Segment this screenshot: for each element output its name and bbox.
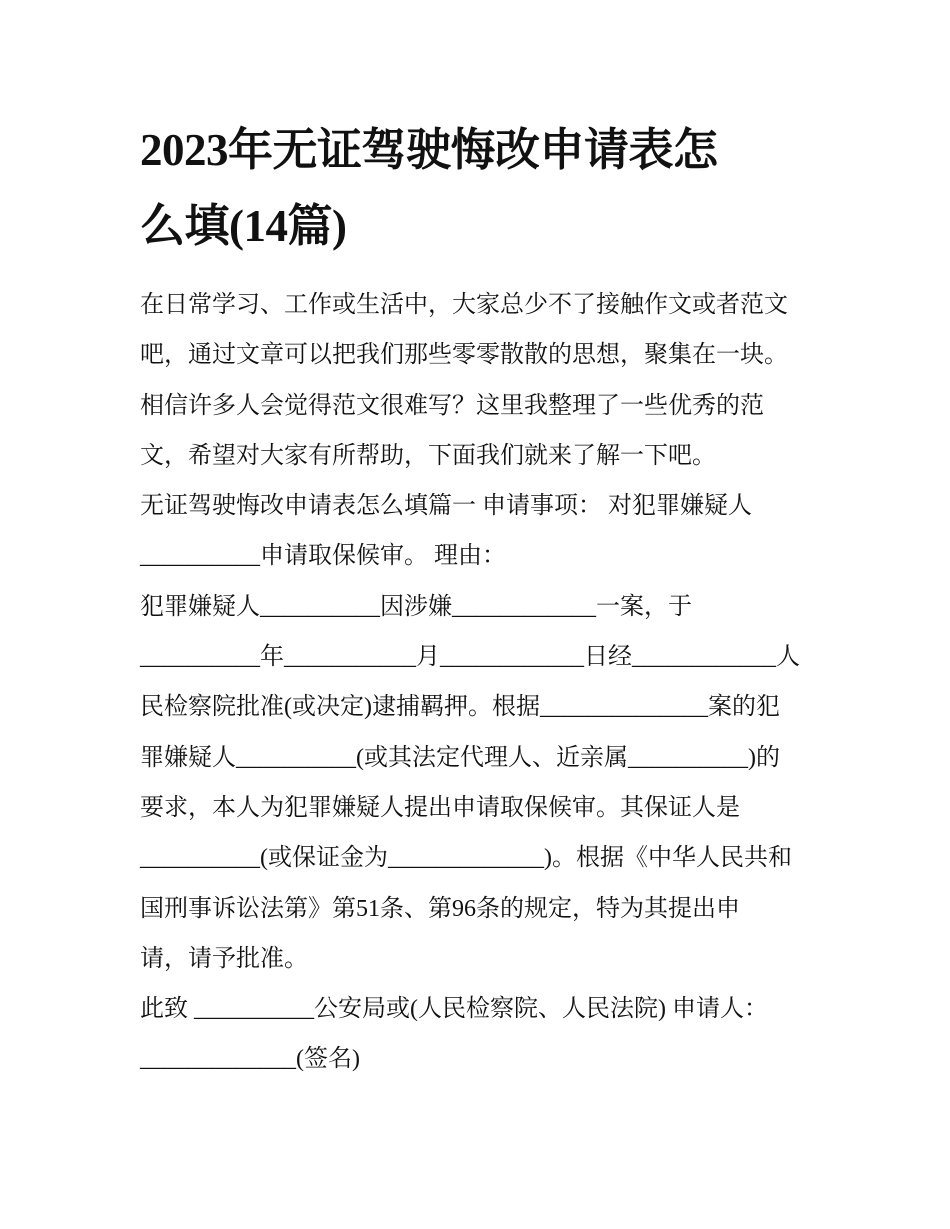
document-page: [140, 112, 830, 1085]
text-line: 此致 __________公安局或(人民检察院、人民法院) 申请人：: [140, 996, 768, 1023]
text-line: 吧，通过文章可以把我们那些零零散散的思想，聚集在一块。: [140, 342, 788, 369]
text-line: 民检察院批准(或决定)逮捕羁押。根据______________案的犯: [140, 694, 780, 721]
text-line: 国刑事诉讼法第》第51条、第96条的规定，特为其提出申: [140, 895, 740, 922]
text-line: 在日常学习、工作或生活中，大家总少不了接触作文或者范文: [140, 292, 788, 318]
application-form-text: [140, 481, 830, 1085]
text-line: __________申请取保候审。 理由：: [140, 543, 506, 570]
text-line: __________(或保证金为_____________)。根据《中华人民共和: [140, 845, 792, 872]
text-line: 相信许多人会觉得范文很难写？这里我整理了一些优秀的范: [140, 392, 764, 419]
signature-line: _____________(签名): [140, 1046, 360, 1073]
title-line: 2023年无证驾驶悔改申请表怎: [140, 125, 718, 175]
title-line: 么填(14篇): [140, 201, 347, 251]
text-line: 犯罪嫌疑人__________因涉嫌____________一案，于: [140, 593, 692, 620]
text-line: 文，希望对大家有所帮助，下面我们就来了解一下吧。: [140, 442, 716, 469]
text-line: __________年___________月____________日经____________人: [140, 644, 800, 671]
text-line: 罪嫌疑人__________(或其法定代理人、近亲属__________)的: [140, 744, 780, 771]
text-line: 要求，本人为犯罪嫌疑人提出申请取保候审。其保证人是: [140, 794, 740, 821]
text-line: 请，请予批准。: [140, 945, 308, 972]
text-line: 无证驾驶悔改申请表怎么填篇一 申请事项： 对犯罪嫌疑人: [140, 493, 752, 520]
intro-paragraph: [140, 280, 830, 481]
document-title: [140, 112, 830, 264]
